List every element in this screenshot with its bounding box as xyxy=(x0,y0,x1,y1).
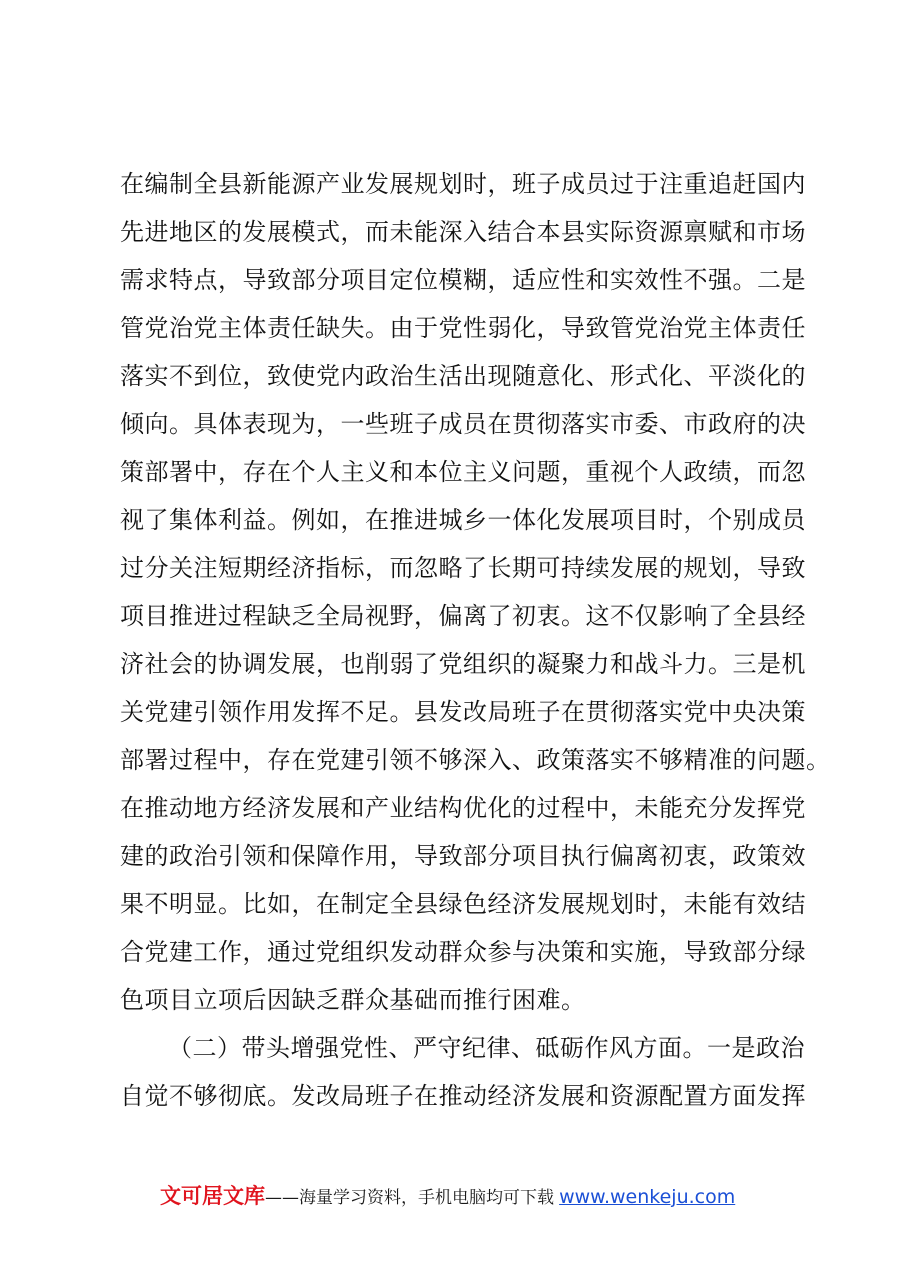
brand-name: 文可居文库 xyxy=(160,1184,265,1208)
text-line: 济社会的协调发展，也削弱了党组织的凝聚力和战斗力。三是机 xyxy=(120,650,806,678)
footer-tagline: ——海量学习资料，手机电脑均可下载 xyxy=(265,1188,554,1208)
text-line: 果不明显。比如，在制定全县绿色经济发展规划时，未能有效结 xyxy=(120,890,806,918)
text-line: 需求特点，导致部分项目定位模糊，适应性和实效性不强。二是 xyxy=(120,266,806,294)
text-line: 策部署中，存在个人主义和本位主义问题，重视个人政绩，而忽 xyxy=(120,458,806,486)
text-line: 管党治党主体责任缺失。由于党性弱化，导致管党治党主体责任 xyxy=(120,314,806,342)
text-line: 过分关注短期经济指标，而忽略了长期可持续发展的规划，导致 xyxy=(120,554,806,582)
website-link[interactable]: www.wenkeju.com xyxy=(559,1186,736,1208)
text-line: 建的政治引领和保障作用，导致部分项目执行偏离初衷，政策效 xyxy=(120,842,806,870)
text-line: 先进地区的发展模式，而未能深入结合本县实际资源禀赋和市场 xyxy=(120,218,806,246)
text-line: 倾向。具体表现为，一些班子成员在贯彻落实市委、市政府的决 xyxy=(120,410,806,438)
text-line: 合党建工作，通过党组织发动群众参与决策和实施，导致部分绿 xyxy=(120,938,806,966)
text-line: 色项目立项后因缺乏群众基础而推行困难。 xyxy=(120,986,586,1014)
footer-banner xyxy=(160,1180,860,1212)
text-line: 落实不到位，致使党内政治生活出现随意化、形式化、平淡化的 xyxy=(120,362,806,390)
body-text xyxy=(120,160,831,1120)
text-line: 视了集体利益。例如，在推进城乡一体化发展项目时，个别成员 xyxy=(120,506,806,534)
text-line: 项目推进过程缺乏全局视野，偏离了初衷。这不仅影响了全县经 xyxy=(120,602,806,630)
text-line: 在编制全县新能源产业发展规划时，班子成员过于注重追赶国内 xyxy=(120,170,806,198)
text-line: 部署过程中，存在党建引领不够深入、政策落实不够精准的问题。 xyxy=(120,746,831,774)
text-line: 在推动地方经济发展和产业结构优化的过程中，未能充分发挥党 xyxy=(120,794,806,822)
text-line: 关党建引领作用发挥不足。县发改局班子在贯彻落实党中央决策 xyxy=(120,698,806,726)
text-line: 自觉不够彻底。发改局班子在推动经济发展和资源配置方面发挥 xyxy=(120,1082,806,1110)
section-heading-line: （二）带头增强党性、严守纪律、砥砺作风方面。一是政治 xyxy=(168,1034,805,1062)
